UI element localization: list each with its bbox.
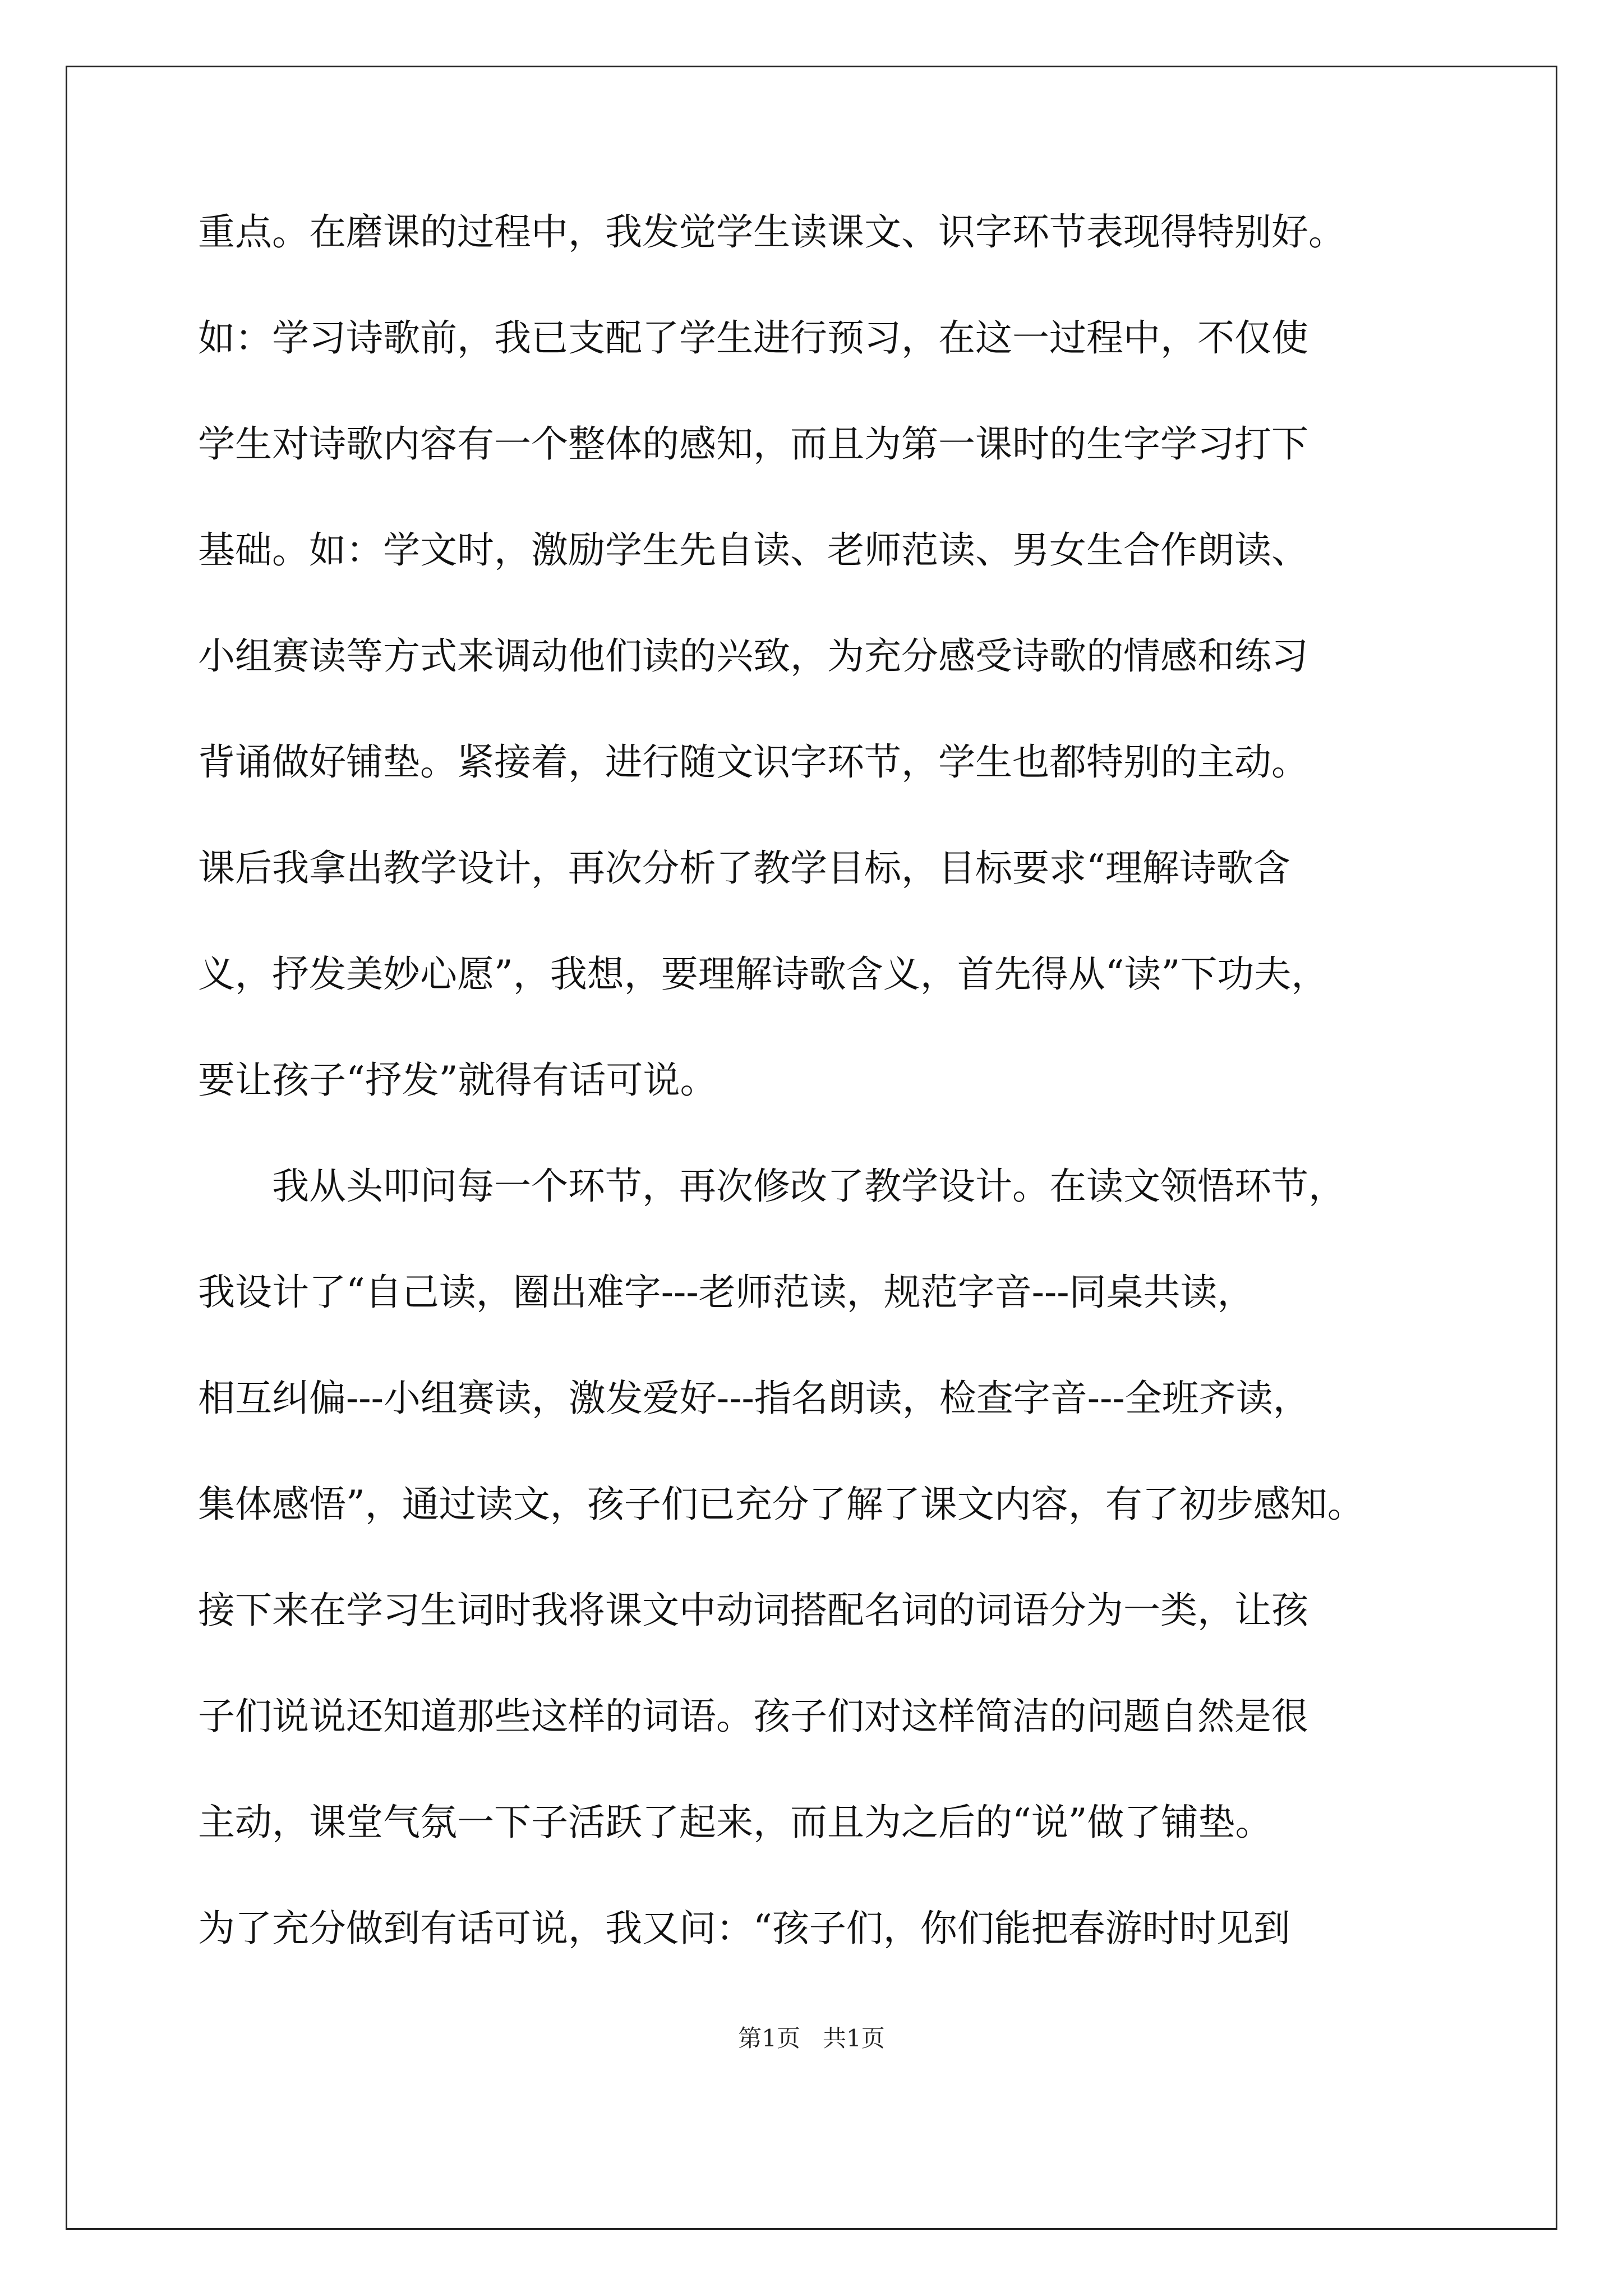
text-line: 小组赛读等方式来调动他们读的兴致，为充分感受诗歌的情感和练习	[198, 634, 1308, 678]
text-line: 要让孩子“抒发”就得有话可说。	[198, 1059, 717, 1102]
text-line: 重点。在磨课的过程中，我发觉学生读课文、识字环节表现得特别好。	[198, 210, 1345, 254]
text-line: 主动，课堂气氛一下子活跃了起来，而且为之后的“说”做了铺垫。	[198, 1801, 1272, 1844]
text-line: 学生对诗歌内容有一个整体的感知，而且为第一课时的生字学习打下	[198, 422, 1308, 466]
text-line: 背诵做好铺垫。紧接着，进行随文识字环节，学生也都特别的主动。	[198, 740, 1308, 784]
text-line: 相互纠偏---小组赛读，激发爱好---指名朗读，检查字音---全班齐读，	[198, 1377, 1310, 1420]
text-line: 我从头叩问每一个环节，再次修改了教学设计。在读文领悟环节，	[198, 1165, 1345, 1208]
text-line: 为了充分做到有话可说，我又问：“孩子们，你们能把春游时时见到	[198, 1907, 1290, 1950]
page-footer: 第1页 共1页	[738, 2024, 885, 2052]
text-line: 基础。如：学文时，激励学生先自读、老师范读、男女生合作朗读、	[198, 528, 1308, 572]
text-line: 义，抒发美妙心愿”，我想，要理解诗歌含义，首先得从“读”下功夫，	[198, 953, 1329, 996]
text-line: 课后我拿出教学设计，再次分析了教学目标，目标要求“理解诗歌含	[198, 846, 1290, 890]
text-line: 集体感悟”，通过读文，孩子们已充分了解了课文内容，有了初步感知。	[198, 1483, 1364, 1526]
text-line: 我设计了“自己读，圈出难字---老师范读，规范字音---同桌共读，	[198, 1271, 1255, 1314]
text-line: 如：学习诗歌前，我已支配了学生进行预习，在这一过程中，不仅使	[198, 316, 1308, 360]
text-line: 接下来在学习生词时我将课文中动词搭配名词的词语分为一类，让孩	[198, 1589, 1308, 1632]
text-line: 子们说说还知道那些这样的词语。孩子们对这样简洁的问题自然是很	[198, 1695, 1308, 1738]
